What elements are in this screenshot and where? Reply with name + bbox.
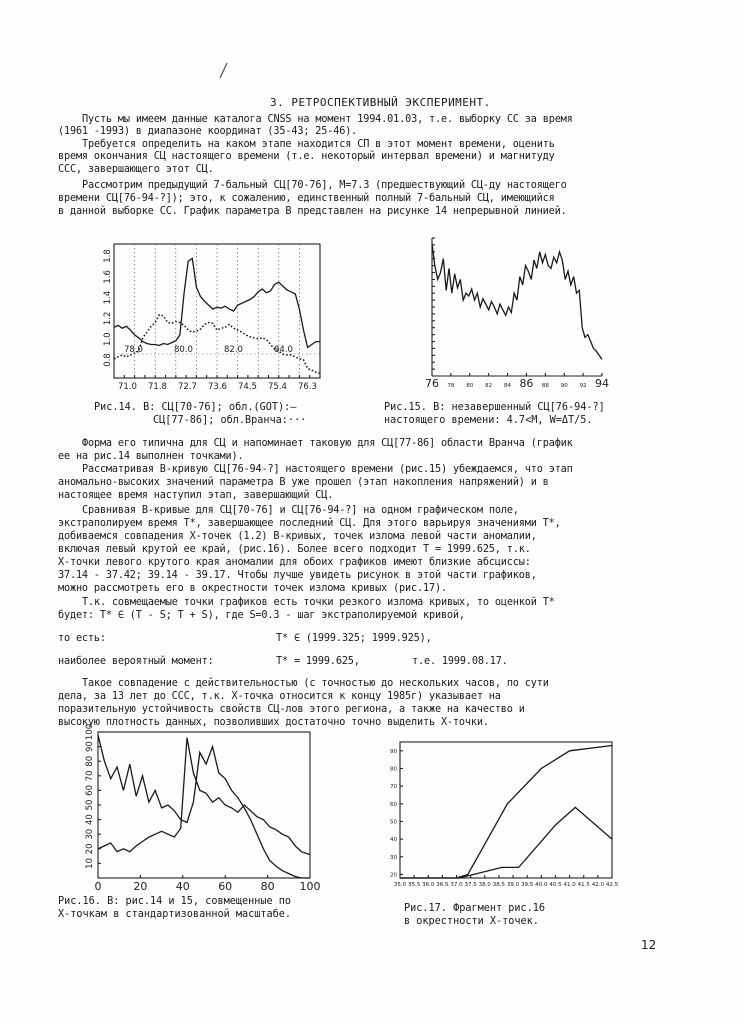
fig16-caption-line-1: Рис.16. В: рис.14 и 15, совмещенные по [58,896,292,907]
para2-line-7: экстраполируем время T*, завершающее последний СЦ. Для этого варьируя значениями T*, [58,518,561,529]
figure-15 [412,234,618,396]
formula2-date: т.е. 1999.08.17. [412,656,508,667]
fig16-y-tick-label: 60 [85,784,95,796]
fig17-frame [400,742,612,878]
fig15-x-tick-label: 88 [541,383,549,389]
fig16-y-tick-label: 100 [85,723,95,741]
fig14-x-tick-label: 72.7 [178,382,197,392]
fig14-inner-label: 84.0 [274,345,293,355]
fig14-inner-label: 82.0 [224,345,243,355]
fig15-x-tick-label: 76 [425,377,439,390]
fig15-x-tick-label: 84 [504,383,512,389]
fig17-x-tick-label: 42.0 [591,882,604,888]
fig15-series [432,244,602,360]
formula1-label: то есть: [58,633,106,644]
para2-line-10: Х-точки левого крутого края аномалии для обоих графиков имеют близкие абсциссы: [58,557,531,568]
fig17-y-tick-label: 50 [390,819,397,826]
fig15-x-tick-label: 92 [579,383,587,389]
formula2-label: наиболее вероятный момент: [58,656,214,667]
fig16-x-tick-label: 20 [133,880,148,893]
fig14-y-tick-label: 1.4 [103,290,113,305]
fig14-y-tick-label: 1.0 [103,332,113,346]
fig14-series-solid [114,258,320,347]
fig17-x-tick-label: 38.5 [492,882,506,888]
para1-line-3: Требуется определить на каком этапе находится СП в этот момент времени, оценить [82,139,555,150]
fig16-x-tick-label: 0 [94,880,102,893]
para1-line-1: Пусть мы имеем данные каталога CNSS на момент 1994.01.03, т.е. выборку СС за время [82,114,573,125]
fig17-y-tick-label: 20 [390,872,397,879]
para2-line-3: Рассматривая В-кривую СЦ[76-94-?] настоящего времени (рис.15) убеждаемся, что этап [82,464,573,475]
fig17-x-tick-label: 36.5 [436,882,449,888]
para2-line-11: 37.14 - 37.42; 39.14 - 39.17. Чтобы лучше увидеть рисунок в этой части графиков, [58,570,537,581]
fig17-y-tick-label: 80 [390,766,397,773]
para2-line-12: можно рассмотреть его в окрестности точек излома кривых (рис.17). [58,583,447,594]
para1-line-6: Рассмотрим предыдущий 7-бальный СЦ[70-76], M=7.3 (предшествующий СЦ-ду настоящего [82,180,567,191]
fig15-x-tick-label: 80 [466,383,474,389]
fig14-caption-line-2: СЦ[77-86]; обл.Вранча:··· [153,415,307,426]
fig14-caption-line-1: Рис.14. В: СЦ[70-76]; обл.(GОТ):— [94,402,297,413]
fig16-y-tick-label: 30 [85,828,95,840]
fig14-y-tick-label: 0.8 [103,353,113,367]
fig17-x-tick-label: 37.0 [450,882,463,888]
fig14-x-tick-label: 74.5 [238,382,257,392]
fig14-inner-label: 78.0 [124,345,143,355]
fig16-y-tick-label: 40 [85,814,95,826]
fig17-x-tick-label: 39.5 [521,882,534,888]
fig16-y-tick-label: 50 [85,799,95,811]
fig17-caption-line-2: в окрестности Х-точек. [404,916,539,927]
fig16-y-tick-label: 80 [85,755,95,767]
fig16-frame [98,732,310,878]
para3-line-1: Такое совпадение с действительностью (с точностью до нескольких часов, по сути [82,678,549,689]
fig16-series-1 [98,738,310,855]
fig14-x-tick-label: 71.8 [148,382,167,392]
fig16-x-tick-label: 40 [175,880,190,893]
para2-line-2: ее на рис.14 выполнен точками). [58,451,244,462]
formula1-value: T* ∈ (1999.325; 1999.925), [276,633,432,644]
fig17-x-tick-label: 38.0 [478,882,491,888]
fig17-x-tick-label: 41.5 [577,882,590,888]
fig16-y-tick-label: 90 [85,741,95,753]
fig16-x-tick-label: 80 [260,880,275,893]
fig15-caption-line-1: Рис.15. В: незавершенный СЦ[76-94-?] [384,402,605,413]
para2-line-9: включая левый крутой ее край, (рис.16). Более всего подходит T = 1999.625, т.к. [58,544,531,555]
fig16-y-tick-label: 70 [85,770,95,782]
fig14-x-tick-label: 71.0 [118,382,137,392]
para2-line-1: Форма его типична для СЦ и напоминает таковую для СЦ[77-86] области Вранча (график [82,438,573,449]
fig14-x-tick-label: 76.3 [298,382,317,392]
fig17-y-tick-label: 60 [390,801,397,808]
para1-line-5: ССС, завершающего этот СЦ. [58,164,214,175]
para1-line-8: в данной выборке СС. График параметра В представлен на рисунке 14 непрерывной линией. [58,206,567,217]
para2-line-5: настоящее время наступил этап, завершающий СЦ. [58,490,334,501]
para3-line-3: поразительную устойчивость свойств СЦ-лов этого региона, а также на качество и [58,704,525,715]
fig17-caption-line-1: Рис.17. Фрагмент рис.16 [404,903,546,914]
fig14-y-tick-label: 1.6 [103,270,113,284]
fig14-y-tick-label: 1.2 [103,311,113,326]
fig17-x-tick-label: 35.5 [408,882,421,888]
fig17-x-tick-label: 37.5 [464,882,477,888]
fig17-x-tick-label: 35.0 [393,882,407,888]
fig15-x-tick-label: 82 [485,383,493,389]
para2-line-6: Сравнивая В-кривые для СЦ[70-76] и СЦ[76-94-?] на одном графическом поле, [82,505,519,516]
fig16-y-tick-label: 20 [85,843,95,855]
fig14-x-tick-label: 73.6 [208,382,227,392]
fig17-x-tick-label: 40.0 [535,882,548,888]
fig15-x-tick-label: 86 [519,377,534,390]
fig17-y-tick-label: 30 [390,854,397,861]
fig15-x-tick-label: 78 [447,383,455,389]
fig17-series-2 [400,807,612,878]
fig15-caption-line-2: настоящего времени: 4.7<М, W=ΔТ/5. [384,415,593,426]
fig16-series-2 [98,735,310,878]
fig17-x-tick-label: 41.0 [563,882,576,888]
fig15-x-tick-label: 94 [595,377,609,390]
fig16-y-tick-label: 10 [85,857,95,869]
figure-14 [96,238,328,398]
fig17-x-tick-label: 40.5 [549,882,562,888]
fig17-x-tick-label: 36.0 [422,882,435,888]
para2-line-4: аномально-высоких значений параметра В уже прошел (этап накопления напряжений) и в [58,477,549,488]
para3-line-2: дела, за 13 лет до ССС, т.к. Х-точка относится к концу 1985г) указывает на [58,691,501,702]
fig17-y-tick-label: 70 [390,784,397,791]
fig14-y-tick-label: 1.8 [103,249,113,263]
fig14-x-tick-label: 75.4 [268,382,287,392]
fig16-x-tick-label: 100 [299,880,321,893]
fig15-x-tick-label: 90 [560,383,568,389]
fig17-y-tick-label: 40 [390,837,397,844]
section-heading: 3. РЕТРОСПЕКТИВНЫЙ ЭКСПЕРИМЕНТ. [270,96,491,109]
pencil-mark [218,60,230,80]
fig17-y-tick-label: 90 [390,748,397,755]
figure-17 [380,738,630,894]
para3-line-4: высокую плотность данных, позволивших достаточно точно выделить Х-точки. [58,717,489,728]
figure-16 [76,723,326,898]
para2-line-8: добиваемся совпадения Х-точек (1.2) В-кривых, точек излома левой части аномалии, [58,531,537,542]
fig16-x-tick-label: 60 [218,880,233,893]
fig14-inner-label: 80.0 [174,345,193,355]
fig16-caption-line-2: Х-точкам в стандартизованной масштабе. [58,909,292,920]
para1-line-7: времени СЦ[76-94-?]); это, к сожалению, единственный полный 7-бальный СЦ, имеющийся [58,193,555,204]
para2-line-14: будет: T* ∈ (T - S; T + S), где S=0.3 - шаг экстраполируемой кривой, [58,610,465,621]
para2-line-13: Т.к. совмещаемые точки графиков есть точки резкого излома кривых, то оценкой T* [82,597,555,608]
fig17-x-tick-label: 39.0 [506,882,520,888]
fig17-x-tick-label: 42.5 [605,882,619,888]
para1-line-4: время окончания СЦ настоящего времени (т.е. некоторый интервал времени) и магнитуду [58,151,555,162]
page-number: 12 [641,938,657,952]
formula2-value: T* = 1999.625, [276,656,360,667]
para1-line-2: (1961 -1993) в диапазоне координат (35-43; 25-46). [58,126,358,137]
